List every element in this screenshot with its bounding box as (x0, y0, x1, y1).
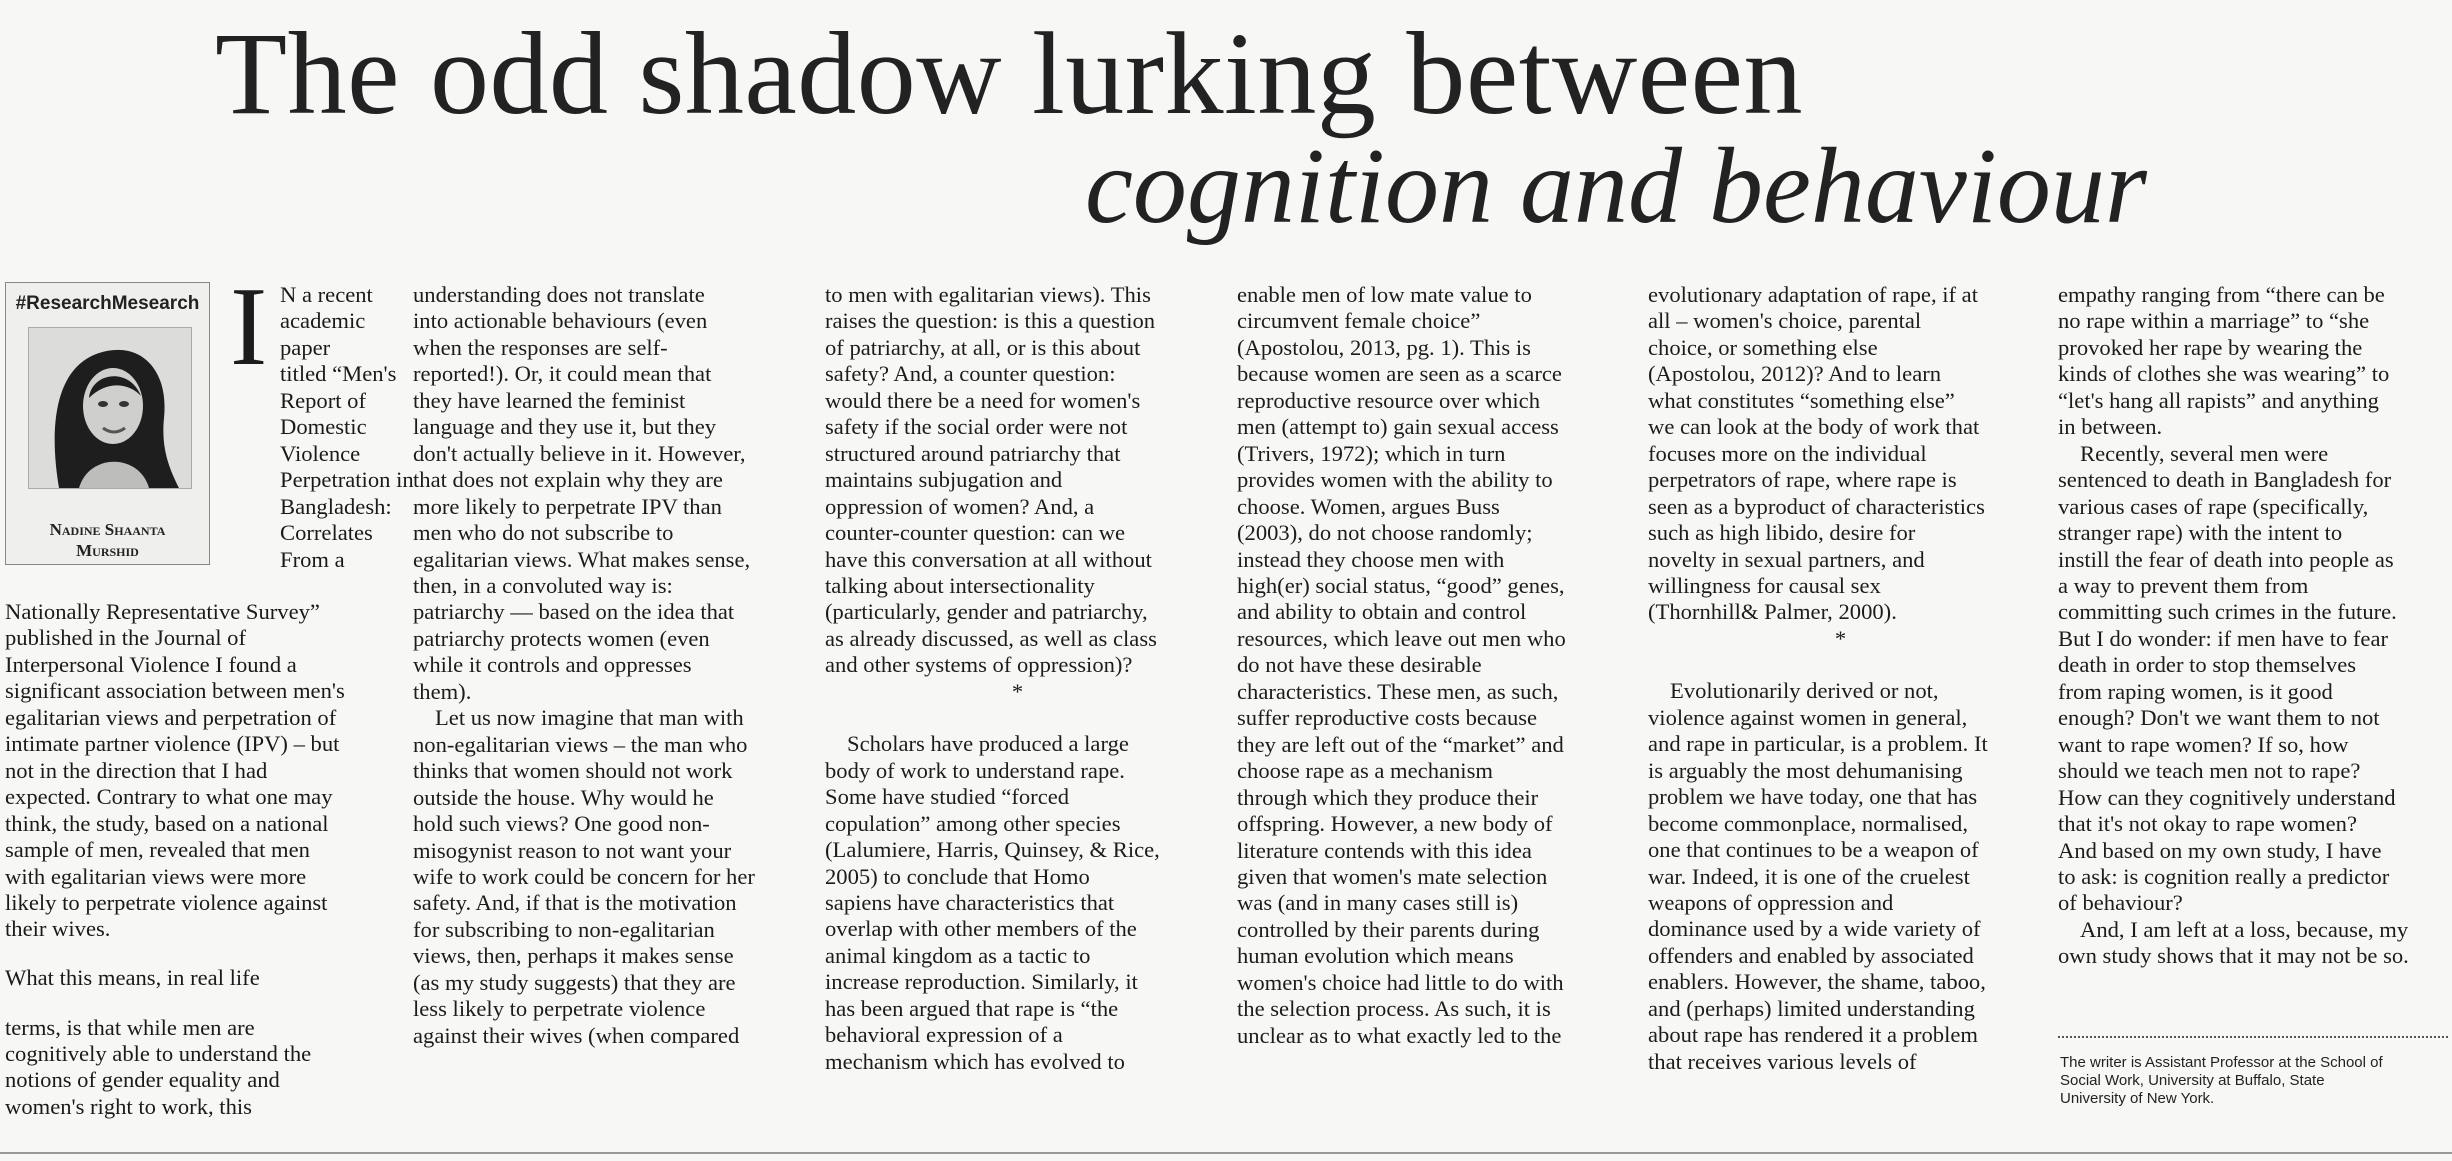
text-line: while it controls and oppresses (413, 652, 692, 678)
text-line: provoked her rape by wearing the (2058, 334, 2363, 360)
text-line: because women are seen as a scarce (1237, 361, 1562, 387)
text-line: them). (413, 678, 472, 704)
text-line: given that women's mate selection (1237, 863, 1548, 889)
section-break-star: * (1011, 678, 1024, 704)
text-line: mechanism which has evolved to (825, 1048, 1125, 1074)
text-line: men who do not subscribe to (413, 520, 674, 546)
text-line: enable men of low mate value to (1237, 282, 1532, 307)
text-line: want to rape women? If so, how (2058, 731, 2349, 757)
text-line: academic (280, 308, 366, 334)
text-line: against their wives (when compared (413, 1022, 740, 1048)
text-line: more likely to perpetrate IPV than (413, 493, 722, 519)
credit-line: Social Work, University at Buffalo, State (2060, 1072, 2325, 1089)
text-line: such as high libido, desire for (1648, 520, 1916, 546)
text-line: (2003), do not choose randomly; (1237, 520, 1533, 546)
text-line: weapons of oppression and (1648, 889, 1894, 915)
text-line: Recently, several men were (2080, 440, 2329, 466)
text-line: Evolutionarily derived or not, (1670, 678, 1939, 704)
section-break-star: * (1834, 625, 1847, 651)
text-line: resources, which leave out men who (1237, 625, 1566, 651)
text-line: with egalitarian views were more (5, 863, 307, 889)
text-line: (Apostolou, 2013, pg. 1). This is (1237, 334, 1531, 360)
author-name-line: Nadine Shaanta (49, 520, 166, 539)
text-line: understanding does not translate (413, 282, 705, 307)
text-line: become commonplace, normalised, (1648, 810, 1968, 836)
text-line: perpetrators of rape, where rape is (1648, 467, 1957, 493)
paragraph (1648, 678, 2033, 704)
author-profile-box (5, 282, 210, 565)
text-line: suffer reproductive costs because (1237, 705, 1538, 731)
text-line: language and they use it, but they (413, 414, 717, 440)
dotted-divider (2058, 1036, 2448, 1038)
text-line: human evolution which means (1237, 943, 1514, 969)
text-line: Domestic (280, 414, 367, 440)
text-line: women's right to work, this (5, 1093, 252, 1119)
text-line: choice, or something else (1648, 334, 1878, 360)
text-line: then, in a convoluted way is: (413, 572, 673, 598)
text-line: think, the study, based on a national (5, 810, 329, 836)
text-line: egalitarian views and perpetration of (5, 704, 337, 730)
text-line: intimate partner violence (IPV) – but (5, 731, 340, 757)
text-line: their wives. (5, 916, 111, 942)
headline-line-2: cognition and behaviour (1085, 127, 2147, 246)
text-line: about rape has rendered it a problem (1648, 1022, 1978, 1048)
text-line: Violence (280, 440, 361, 466)
text-line: N a recent (280, 282, 373, 307)
text-line: enablers. However, the shame, taboo, (1648, 969, 1986, 995)
text-line: and (perhaps) limited understanding (1648, 995, 1975, 1021)
text-line: high(er) social status, “good” genes, (1237, 572, 1565, 598)
text-line: wife to work could be concern for her (413, 863, 755, 889)
text-line: Perpetration in (280, 467, 414, 493)
text-line: likely to perpetrate violence against (5, 889, 328, 915)
text-line: And based on my own study, I have (2058, 837, 2382, 863)
text-line: reported!). Or, it could mean that (413, 361, 712, 387)
text-line: (Apostolou, 2012)? And to learn (1648, 361, 1942, 387)
text-line: patriarchy protects women (even (413, 625, 710, 651)
text-line: titled “Men's (280, 361, 397, 387)
column-4 (1237, 282, 1622, 1049)
text-line: animal kingdom as a tactic to (825, 942, 1091, 968)
text-line: unclear as to what exactly led to the (1237, 1022, 1562, 1048)
text-line: Let us now imagine that man with (435, 705, 744, 731)
text-line: in between. (2058, 414, 2163, 440)
text-line: focuses more on the individual (1648, 440, 1927, 466)
text-line: instead they choose men with (1237, 546, 1505, 572)
text-line: hold such views? One good non- (413, 811, 710, 837)
author-portrait-icon (28, 327, 192, 489)
text-line: not in the direction that I had (5, 757, 268, 783)
text-line: novelty in sexual partners, and (1648, 546, 1925, 572)
text-line: thinks that women should not work (413, 758, 733, 784)
text-line: what constitutes “something else” (1648, 387, 1955, 413)
text-line: From a (280, 546, 345, 572)
text-line: through which they produce their (1237, 784, 1539, 810)
text-line: problem we have today, one that has (1648, 784, 1978, 810)
text-line: (as my study suggests) that they are (413, 969, 736, 995)
text-line: offenders and enabled by associated (1648, 942, 1974, 968)
text-line: stranger rape) with the intent to (2058, 520, 2343, 546)
text-line: choose. Women, argues Buss (1237, 493, 1500, 519)
text-line: committing such crimes in the future. (2058, 599, 2397, 625)
text-line: don't actually believe in it. However, (413, 440, 746, 466)
credit-line: The writer is Assistant Professor at the School of (2060, 1054, 2383, 1071)
text-line: raises the question: is this a question (825, 308, 1156, 334)
text-line: various cases of rape (specifically, (2058, 493, 2369, 519)
text-line: for subscribing to non-egalitarian (413, 916, 715, 942)
text-line: “let's hang all rapists” and anything (2058, 387, 2379, 413)
text-line: egalitarian views. What makes sense, (413, 546, 751, 572)
text-line: misogynist reason to not want your (413, 837, 732, 863)
text-line: willingness for causal sex (1648, 572, 1881, 598)
text-line: (Lalumiere, Harris, Quinsey, & Rice, (825, 837, 1160, 863)
text-line: we can look at the body of work that (1648, 414, 1980, 440)
text-line: would there be a need for women's (825, 387, 1141, 413)
text-line: overlap with other members of the (825, 916, 1137, 942)
spacer (825, 705, 1210, 731)
text-line: empathy ranging from “there can be (2058, 282, 2385, 307)
text-line: do not have these desirable (1237, 652, 1482, 678)
text-line: death in order to stop themselves (2058, 652, 2357, 678)
text-line: of behaviour? (2058, 890, 2183, 916)
text-line: oppression of women? And, a (825, 493, 1095, 519)
text-line: structured around patriarchy that (825, 440, 1121, 466)
text-line: safety? And, a counter question: (825, 361, 1116, 387)
text-line: reproductive resource over which (1237, 387, 1540, 413)
text-line: Interpersonal Violence I found a (5, 651, 297, 677)
text-line: no rape within a marriage” to “she (2058, 308, 2370, 334)
text-line: into actionable behaviours (even (413, 308, 708, 334)
text-line: body of work to understand rape. (825, 757, 1125, 783)
text-line: provides women with the ability to (1237, 467, 1553, 493)
text-line: Scholars have produced a large (847, 731, 1129, 757)
text-line: copulation” among other species (825, 810, 1121, 836)
text-line: Some have studied “forced (825, 784, 1070, 810)
text-line: evolutionary adaptation of rape, if at (1648, 282, 1978, 307)
text-line: sample of men, revealed that men (5, 837, 310, 863)
text-line: they are left out of the “market” and (1237, 731, 1564, 757)
text-line: the selection process. As such, it is (1237, 996, 1551, 1022)
text-line: and rape in particular, is a problem. It (1648, 731, 1988, 757)
text-line: terms, is that while men are (5, 1014, 255, 1040)
paragraph (413, 705, 793, 731)
text-line: (Thornhill& Palmer, 2000). (1648, 599, 1897, 625)
text-line: And, I am left at a loss, because, my (2080, 916, 2409, 942)
text-line: that does not explain why they are (413, 467, 723, 493)
text-line: What this means, in real life (5, 965, 260, 991)
text-line: paper (280, 334, 331, 360)
text-line: counter-counter question: can we (825, 520, 1126, 546)
text-line: violence against women in general, (1648, 704, 1968, 730)
text-line: from raping women, is it good (2058, 678, 2333, 704)
text-line: is arguably the most dehumanising (1648, 757, 1963, 783)
text-line: views, then, perhaps it makes sense (413, 943, 734, 969)
text-line: offspring. However, a new body of (1237, 811, 1553, 837)
text-line: men (attempt to) gain sexual access (1237, 414, 1559, 440)
text-line: choose rape as a mechanism (1237, 758, 1493, 784)
text-line: notions of gender equality and (5, 1067, 280, 1093)
paragraph (2058, 441, 2450, 467)
drop-cap: I (230, 265, 268, 389)
spacer (1648, 652, 2033, 678)
text-line: cognitively able to understand the (5, 1040, 312, 1066)
text-line: safety. And, if that is the motivation (413, 890, 737, 916)
text-line: safety if the social order were not (825, 414, 1128, 440)
text-line: instill the fear of death into people as (2058, 546, 2394, 572)
text-line: Correlates (280, 520, 373, 546)
text-line: and ability to obtain and control (1237, 599, 1527, 625)
text-line: when the responses are self- (413, 334, 668, 360)
text-line: to ask: is cognition really a predictor (2058, 863, 2390, 889)
text-line: (particularly, gender and patriarchy, (825, 599, 1148, 625)
column-tag: #ResearchMesearch (15, 293, 200, 314)
text-line: expected. Contrary to what one may (5, 784, 333, 810)
text-line: seen as a byproduct of characteristics (1648, 493, 1985, 519)
bottom-rule (0, 1152, 2452, 1154)
text-line: patriarchy — based on the idea that (413, 599, 735, 625)
text-line: was (and in many cases still is) (1237, 890, 1519, 916)
text-line: have this conversation at all without (825, 546, 1152, 572)
paragraph (5, 965, 385, 991)
text-line: war. Indeed, it is one of the cruelest (1648, 863, 1970, 889)
author-name (6, 519, 209, 561)
text-line: Bangladesh: (280, 493, 392, 519)
text-line: sapiens have characteristics that (825, 889, 1115, 915)
text-line: they have learned the feminist (413, 387, 686, 413)
text-line: all – women's choice, parental (1648, 308, 1922, 334)
headline-line-1: The odd shadow lurking between (215, 8, 1803, 139)
intro-top-text (280, 282, 414, 573)
author-name-line: Murshid (76, 541, 139, 560)
text-line: women's choice had little to do with (1237, 969, 1564, 995)
text-line: outside the house. Why would he (413, 784, 714, 810)
text-line: enough? Don't we want them to not (2058, 705, 2380, 731)
text-line: should we teach men not to rape? (2058, 758, 2361, 784)
text-line: literature contends with this idea (1237, 837, 1532, 863)
text-line: a way to prevent them from (2058, 572, 2309, 598)
text-line: that it's not okay to rape women? (2058, 811, 2357, 837)
text-line: dominance used by a wide variety of (1648, 916, 1981, 942)
text-line: maintains subjugation and (825, 467, 1063, 493)
text-line: 2005) to conclude that Homo (825, 863, 1090, 889)
text-line: significant association between men's (5, 678, 345, 704)
text-line: How can they cognitively understand (2058, 784, 2396, 810)
text-line: and other systems of oppression)? (825, 652, 1133, 678)
text-line: sentenced to death in Bangladesh for (2058, 467, 2392, 493)
column-5 (1648, 282, 2033, 1075)
text-line: controlled by their parents during (1237, 916, 1540, 942)
text-line: has been argued that rape is “the (825, 995, 1119, 1021)
text-line: (Trivers, 1972); which in turn (1237, 440, 1506, 466)
column-3 (825, 282, 1210, 1075)
text-line: circumvent female choice” (1237, 308, 1481, 334)
text-line: Report of (280, 387, 366, 413)
column-2 (413, 282, 793, 1049)
text-line: as already discussed, as well as class (825, 625, 1157, 651)
column-1-text (5, 599, 385, 1120)
text-line: own study shows that it may not be so. (2058, 943, 2409, 969)
column-6 (2058, 282, 2450, 970)
text-line: that receives various levels of (1648, 1048, 1917, 1074)
author-credit (2060, 1054, 2452, 1108)
text-line: non-egalitarian views – the man who (413, 731, 748, 757)
text-line: one that continues to be a weapon of (1648, 837, 1979, 863)
paragraph (2058, 917, 2450, 943)
text-line: But I do wonder: if men have to fear (2058, 625, 2389, 651)
text-line: talking about intersectionality (825, 572, 1095, 598)
paragraph (825, 731, 1210, 757)
text-line: increase reproduction. Similarly, it (825, 969, 1138, 995)
text-line: to men with egalitarian views). This (825, 282, 1151, 307)
text-line: published in the Journal of (5, 625, 246, 651)
text-line: behavioral expression of a (825, 1022, 1063, 1048)
credit-line: University of New York. (2060, 1090, 2215, 1107)
text-line: of patriarchy, at all, or is this about (825, 334, 1141, 360)
text-line: Nationally Representative Survey” (5, 599, 320, 624)
text-line: less likely to perpetrate violence (413, 996, 706, 1022)
text-line: characteristics. These men, as such, (1237, 678, 1559, 704)
text-line: kinds of clothes she was wearing” to (2058, 361, 2390, 387)
